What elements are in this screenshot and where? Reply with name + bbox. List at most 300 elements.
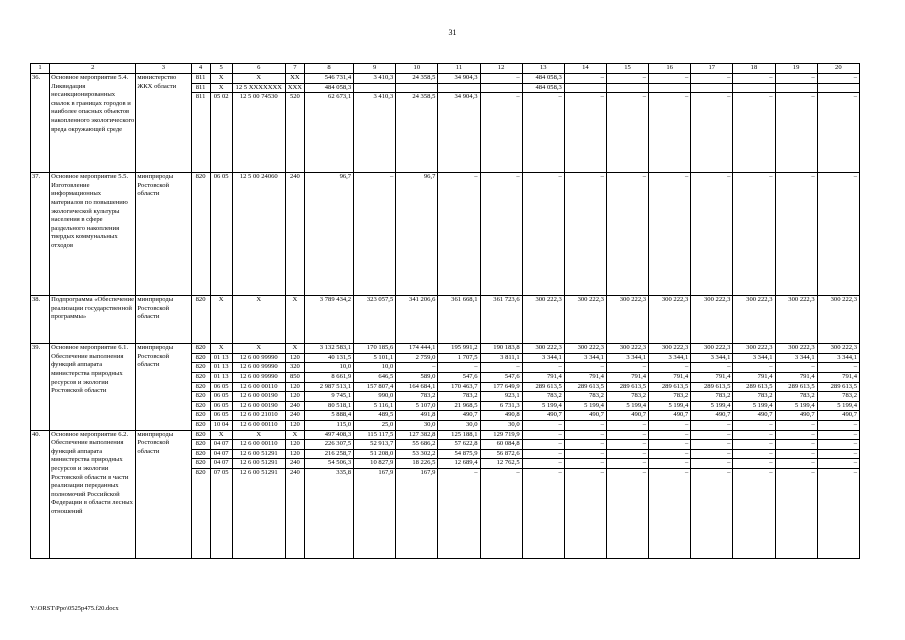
item-name: Подпрограмма «Обеспечение реализации государственной программы» [50,296,136,344]
table-cell: 300 222,3 [649,344,691,354]
header-cell: 6 [232,64,285,74]
table-cell: – [649,440,691,450]
table-cell: 520 [285,93,304,173]
table-cell: 06 05 [210,392,232,402]
table-cell: – [649,93,691,173]
header-cell: 16 [649,64,691,74]
table-row [31,344,860,354]
table-cell: 18 226,5 [396,459,438,469]
table-cell: 5 199,4 [606,401,648,411]
table-cell: – [817,440,859,450]
item-number: 40. [31,430,50,558]
table-cell: Х [285,344,304,354]
table-cell: 12 6 00 99990 [232,372,285,382]
table-cell: – [522,449,564,459]
table-cell: 30,0 [438,420,480,430]
table-cell: 791,4 [649,372,691,382]
table-cell: – [691,430,733,440]
header-cell: 19 [775,64,817,74]
table-cell: 289 613,5 [606,382,648,392]
table-cell: – [775,420,817,430]
table-cell: 820 [191,392,210,402]
table-cell: 5 199,4 [564,401,606,411]
table-cell: – [522,468,564,558]
table-cell: 300 222,3 [522,344,564,354]
table-cell: – [522,173,564,296]
table-cell: 34 904,3 [438,74,480,84]
table-cell: – [691,173,733,296]
table-cell: 990,0 [354,392,396,402]
table-cell [775,83,817,93]
table-cell: 300 222,3 [564,296,606,344]
header-cell: 20 [817,64,859,74]
table-cell: – [691,449,733,459]
table-cell: 783,2 [606,392,648,402]
table-cell: 06 05 [210,173,232,296]
table-cell: 490,7 [522,411,564,421]
table-cell: – [606,93,648,173]
table-cell: 54 875,9 [438,449,480,459]
table-cell: 791,4 [775,372,817,382]
table-cell: – [438,363,480,373]
table-cell: 335,8 [304,468,353,558]
table-cell: 783,2 [733,392,775,402]
table-cell: 490,7 [817,411,859,421]
table-cell [480,83,522,93]
table-cell: 289 613,5 [649,382,691,392]
table-cell: – [564,449,606,459]
table-cell: 34 904,3 [438,93,480,173]
table-cell: 783,2 [522,392,564,402]
table-cell: – [438,468,480,558]
table-cell: 53 302,2 [396,449,438,459]
table-cell: 12 6 00 00190 [232,401,285,411]
table-cell: 497 408,3 [304,430,353,440]
table-cell: 240 [285,411,304,421]
table-cell: 52 913,7 [354,440,396,450]
header-cell: 1 [31,64,50,74]
table-cell: – [606,430,648,440]
table-cell: 300 222,3 [522,296,564,344]
table-cell: 820 [191,382,210,392]
table-cell: 5 888,4 [304,411,353,421]
table-cell: 12 6 00 99990 [232,353,285,363]
table-cell: 3 789 434,2 [304,296,353,344]
item-number: 36. [31,74,50,173]
table-cell: 484 058,3 [304,83,353,93]
table-cell: 820 [191,296,210,344]
table-cell: 24 358,5 [396,74,438,84]
table-cell: – [649,449,691,459]
table-cell: 850 [285,372,304,382]
table-cell: 96,7 [304,173,353,296]
table-cell: 820 [191,363,210,373]
table-cell: Х [210,74,232,84]
item-executor: минприроды Ростовской области [136,173,191,296]
table-cell: 170 463,7 [438,382,480,392]
table-cell: 56 872,6 [480,449,522,459]
table-cell: 6 731,3 [480,401,522,411]
table-cell: – [817,468,859,558]
table-cell: 820 [191,440,210,450]
table-cell: 490,8 [480,411,522,421]
table-cell: 783,2 [649,392,691,402]
table-cell: 300 222,3 [606,344,648,354]
item-number: 38. [31,296,50,344]
table-cell: 490,7 [691,411,733,421]
table-cell: 289 613,5 [775,382,817,392]
item-executor: минприроды Ростовской области [136,344,191,430]
table-cell: 2 987 513,1 [304,382,353,392]
table-cell: 3 344,1 [522,353,564,363]
table-cell: Х [210,344,232,354]
table-cell: – [522,420,564,430]
table-cell: 12 6 00 00190 [232,392,285,402]
table-cell: 820 [191,420,210,430]
table-cell: Х [232,296,285,344]
table-cell: 300 222,3 [733,344,775,354]
table-cell: 5 101,1 [354,353,396,363]
table-cell: 240 [285,401,304,411]
table-cell: Х [285,430,304,440]
table-cell: 5 199,4 [649,401,691,411]
table-cell: 51 208,0 [354,449,396,459]
table-cell: – [733,430,775,440]
table-cell: 783,2 [438,392,480,402]
table-cell: 820 [191,173,210,296]
table-cell: Х [285,296,304,344]
table-cell: 01 13 [210,372,232,382]
table-cell: 01 13 [210,363,232,373]
table-cell [396,83,438,93]
table-cell: 240 [285,459,304,469]
table-cell: – [733,468,775,558]
table-cell: 120 [285,392,304,402]
table-cell: 5 199,4 [817,401,859,411]
item-name: Основное мероприятие 5.5. Изготовление информационных материалов по повышению экологической культуры населения в сфере раздельного накопления твердых коммунальных отходов [50,173,136,296]
table-cell: – [649,173,691,296]
header-cell: 2 [50,64,136,74]
table-cell: – [649,420,691,430]
table-cell: 820 [191,468,210,558]
table-cell: 12 6 00 00110 [232,440,285,450]
table-cell: – [564,468,606,558]
table-cell: 361 668,1 [438,296,480,344]
table-cell: 120 [285,382,304,392]
table-cell: 127 382,8 [396,430,438,440]
table-cell: – [564,74,606,84]
table-cell: 1 707,5 [438,353,480,363]
table-cell: 195 991,2 [438,344,480,354]
table-cell: 289 613,5 [522,382,564,392]
table-cell: – [606,440,648,450]
table-cell: 10,0 [354,363,396,373]
table-cell: 167,9 [396,468,438,558]
table-cell: 490,7 [438,411,480,421]
table-cell: 12 5 00 74530 [232,93,285,173]
table-cell: – [733,74,775,84]
table-cell: 811 [191,83,210,93]
header-cell: 3 [136,64,191,74]
table-cell: – [817,459,859,469]
table-cell: 5 116,1 [354,401,396,411]
table-cell: 546 731,4 [304,74,353,84]
table-cell: 791,4 [817,372,859,382]
table-cell: 589,0 [396,372,438,382]
table-cell: 3 344,1 [649,353,691,363]
table-cell: 5 199,4 [522,401,564,411]
table-cell: 177 649,9 [480,382,522,392]
item-name: Основное мероприятие 6.2. Обеспечение выполнения функций аппарата министерства природных ресурсов и экологии Ростовской области в части реализации переданных полномочий Российской Федерации в области лесных отношений [50,430,136,558]
table-cell [733,83,775,93]
table-cell: 06 05 [210,411,232,421]
table-cell: – [564,430,606,440]
table-cell: – [522,93,564,173]
table-cell: 04 07 [210,459,232,469]
table-cell: – [733,363,775,373]
table-cell: – [817,363,859,373]
table-cell: 783,2 [564,392,606,402]
table-cell: – [649,74,691,84]
header-cell: 12 [480,64,522,74]
table-cell: – [606,173,648,296]
table-cell: – [775,363,817,373]
table-cell: 174 444,1 [396,344,438,354]
header-cell: 7 [285,64,304,74]
table-cell: 120 [285,420,304,430]
table-row [31,74,860,84]
table-cell: 12 762,5 [480,459,522,469]
table-cell: 484 058,3 [522,74,564,84]
table-cell: – [775,459,817,469]
table-row [31,430,860,440]
table-cell: 791,4 [564,372,606,382]
table-cell: – [606,468,648,558]
table-cell: – [691,93,733,173]
table-cell: 3 344,1 [817,353,859,363]
table-cell: – [817,449,859,459]
header-cell: 11 [438,64,480,74]
table-cell: – [817,93,859,173]
table-cell: 820 [191,449,210,459]
table-cell: 55 686,2 [396,440,438,450]
table-cell: 12 6 00 51291 [232,468,285,558]
item-executor: минприроды Ростовской области [136,296,191,344]
header-cell: 8 [304,64,353,74]
table-cell: – [522,459,564,469]
table-cell: 24 358,5 [396,93,438,173]
table-cell: 30,0 [396,420,438,430]
table-cell [354,83,396,93]
table-cell: 12 6 00 51291 [232,459,285,469]
table-cell: 361 723,6 [480,296,522,344]
table-cell: – [438,173,480,296]
table-cell: – [733,93,775,173]
table-cell: 129 719,9 [480,430,522,440]
table-cell: 323 057,5 [354,296,396,344]
table-cell: – [733,449,775,459]
table-cell: 157 807,4 [354,382,396,392]
table-cell: – [775,74,817,84]
table-cell: – [480,468,522,558]
table-row [31,296,860,344]
table-cell: 490,7 [775,411,817,421]
table-cell: 96,7 [396,173,438,296]
table-cell: – [649,468,691,558]
item-executor: министерство ЖКХ области [136,74,191,173]
table-cell: Х [210,83,232,93]
header-cell: 9 [354,64,396,74]
table-cell: 811 [191,74,210,84]
table-cell: – [606,420,648,430]
table-cell: 3 811,1 [480,353,522,363]
table-cell: – [606,459,648,469]
table-cell: 783,2 [775,392,817,402]
table-cell: 120 [285,353,304,363]
table-cell: – [775,449,817,459]
table-cell: 289 613,5 [817,382,859,392]
table-cell: – [775,173,817,296]
table-cell: 12 6 00 99990 [232,363,285,373]
header-cell: 5 [210,64,232,74]
table-cell: 491,8 [396,411,438,421]
table-cell: 04 07 [210,449,232,459]
table-cell: Х [232,430,285,440]
footer-file-path: Y:\ORST\Ppo\0525p475.f20.docx [30,605,119,612]
table-cell: – [649,430,691,440]
table-cell: – [691,459,733,469]
item-executor: минприроды Ростовской области [136,430,191,558]
header-cell: 17 [691,64,733,74]
table-cell: 300 222,3 [564,344,606,354]
header-cell: 13 [522,64,564,74]
header-row [31,64,860,74]
table-cell: 791,4 [733,372,775,382]
table-cell: 80 518,1 [304,401,353,411]
table-cell: – [480,74,522,84]
table-cell: 300 222,3 [691,344,733,354]
table-cell: 3 344,1 [733,353,775,363]
table-cell: 115,0 [304,420,353,430]
table-cell: – [691,363,733,373]
table-cell: 791,4 [522,372,564,382]
table-cell: 12 6 00 00110 [232,382,285,392]
table-cell: 05 02 [210,93,232,173]
table-cell: 646,5 [354,372,396,382]
table-cell: – [522,430,564,440]
table-cell: 811 [191,93,210,173]
table-cell: 120 [285,449,304,459]
table-cell [606,83,648,93]
table-cell: 06 05 [210,382,232,392]
table-cell: 300 222,3 [775,344,817,354]
table-cell: 5 199,4 [691,401,733,411]
table-cell: – [480,93,522,173]
table-cell [691,83,733,93]
table-cell: – [564,440,606,450]
table-cell: – [817,430,859,440]
table-cell: – [775,468,817,558]
table-cell: Х [232,74,285,84]
table-cell: 547,6 [438,372,480,382]
header-cell: 4 [191,64,210,74]
table-cell: 8 661,9 [304,372,353,382]
table-cell: – [396,363,438,373]
table-cell: – [649,459,691,469]
table-cell: 120 [285,440,304,450]
table-cell: 791,4 [606,372,648,382]
table-cell: Х [232,344,285,354]
table-cell: – [775,440,817,450]
page-number: 31 [448,28,457,37]
table-cell: – [564,459,606,469]
table-cell: 40 131,5 [304,353,353,363]
table-cell [564,83,606,93]
table-cell: 490,7 [733,411,775,421]
table-cell: 3 344,1 [564,353,606,363]
table-cell: – [480,173,522,296]
table-cell: – [817,420,859,430]
table-cell: 289 613,5 [691,382,733,392]
table-cell: – [691,468,733,558]
budget-table [30,63,860,559]
table-cell: 783,2 [396,392,438,402]
table-cell: 3 410,3 [354,93,396,173]
table-cell: 164 684,1 [396,382,438,392]
table-cell: 300 222,3 [649,296,691,344]
table-cell: 10 827,9 [354,459,396,469]
table-cell: 115 117,5 [354,430,396,440]
item-number: 37. [31,173,50,296]
table-cell: 240 [285,468,304,558]
table-cell: – [522,440,564,450]
table-cell: 216 258,7 [304,449,353,459]
table-cell: 167,9 [354,468,396,558]
table-cell: 341 206,6 [396,296,438,344]
table-cell: – [733,440,775,450]
table-cell: 3 410,3 [354,74,396,84]
table-cell: 10,0 [304,363,353,373]
table-cell: 5 199,4 [733,401,775,411]
table-cell: 489,5 [354,411,396,421]
table-cell: 490,7 [564,411,606,421]
table-cell: 190 183,8 [480,344,522,354]
table-cell: 5 199,4 [775,401,817,411]
table-cell: Х [210,296,232,344]
table-cell: 490,7 [606,411,648,421]
table-cell: 226 307,5 [304,440,353,450]
table-cell: – [606,449,648,459]
table-cell: 300 222,3 [817,296,859,344]
table-cell: – [775,93,817,173]
table-cell: 240 [285,173,304,296]
table-cell: 3 344,1 [775,353,817,363]
table-cell: 12 5 00 24060 [232,173,285,296]
item-name: Основное мероприятие 5.4. Ликвидация несанкционированных свалок в границах городов и наиболее опасных объектов накопленного экологического вреда окружающей среде [50,74,136,173]
table-cell: – [733,420,775,430]
table-cell: 490,7 [649,411,691,421]
table-cell: ХХ [285,74,304,84]
table-cell: – [817,173,859,296]
table-cell: 12 6 00 00110 [232,420,285,430]
table-cell: – [733,173,775,296]
table-cell: 12 689,4 [438,459,480,469]
table-cell: – [354,173,396,296]
table-cell: 2 759,0 [396,353,438,363]
table-cell: 62 673,1 [304,93,353,173]
table-cell: – [691,74,733,84]
table-cell: 289 613,5 [564,382,606,392]
